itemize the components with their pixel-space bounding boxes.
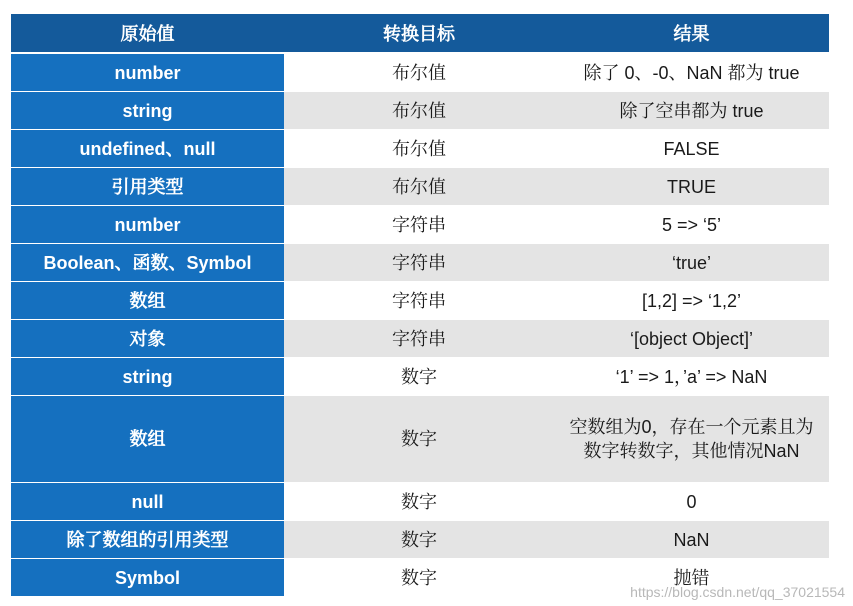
target-cell: 布尔值 bbox=[284, 168, 554, 206]
table-row bbox=[11, 282, 829, 320]
result-cell: FALSE bbox=[554, 130, 829, 168]
header-result: 结果 bbox=[554, 14, 829, 53]
table-row bbox=[11, 92, 829, 130]
original-cell: Boolean、函数、Symbol bbox=[11, 244, 284, 282]
table-row bbox=[11, 396, 829, 483]
original-cell: 数组 bbox=[11, 396, 284, 483]
watermark-text: https://blog.csdn.net/qq_37021554 bbox=[630, 584, 845, 600]
original-cell: Symbol bbox=[11, 559, 284, 597]
table-row bbox=[11, 244, 829, 282]
result-cell: [1,2] => ‘1,2’ bbox=[554, 282, 829, 320]
result-cell: NaN bbox=[554, 521, 829, 559]
target-cell: 字符串 bbox=[284, 244, 554, 282]
header-conversion-target: 转换目标 bbox=[284, 14, 554, 53]
original-cell: string bbox=[11, 92, 284, 130]
table-row bbox=[11, 358, 829, 396]
type-conversion-table bbox=[11, 14, 829, 597]
original-cell: 引用类型 bbox=[11, 168, 284, 206]
table-row bbox=[11, 53, 829, 92]
original-cell: 数组 bbox=[11, 282, 284, 320]
original-cell: 对象 bbox=[11, 320, 284, 358]
result-cell: 除了 0、-0、NaN 都为 true bbox=[554, 53, 829, 92]
target-cell: 字符串 bbox=[284, 320, 554, 358]
target-cell: 字符串 bbox=[284, 206, 554, 244]
target-cell: 布尔值 bbox=[284, 92, 554, 130]
target-cell: 字符串 bbox=[284, 282, 554, 320]
result-cell: TRUE bbox=[554, 168, 829, 206]
original-cell: string bbox=[11, 358, 284, 396]
target-cell: 数字 bbox=[284, 483, 554, 521]
result-cell: ‘[object Object]’ bbox=[554, 320, 829, 358]
target-cell: 布尔值 bbox=[284, 130, 554, 168]
target-cell: 数字 bbox=[284, 559, 554, 597]
result-cell: 抛错 bbox=[554, 559, 829, 597]
original-cell: number bbox=[11, 53, 284, 92]
result-cell-text: 空数组为0，存在一个元素且为数字转数字，其他情况NaN bbox=[569, 417, 814, 461]
header-row bbox=[11, 14, 829, 53]
header-original-value: 原始值 bbox=[11, 14, 284, 53]
table-row bbox=[11, 521, 829, 559]
table-row bbox=[11, 483, 829, 521]
target-cell: 布尔值 bbox=[284, 53, 554, 92]
original-cell: undefined、null bbox=[11, 130, 284, 168]
table-row bbox=[11, 206, 829, 244]
result-cell: ‘true’ bbox=[554, 244, 829, 282]
result-cell: 5 => ‘5’ bbox=[554, 206, 829, 244]
original-cell: number bbox=[11, 206, 284, 244]
result-cell: 除了空串都为 true bbox=[554, 92, 829, 130]
result-cell: ‘1’ => 1，’a’ => NaN bbox=[554, 358, 829, 396]
original-cell: null bbox=[11, 483, 284, 521]
target-cell: 数字 bbox=[284, 521, 554, 559]
original-cell: 除了数组的引用类型 bbox=[11, 521, 284, 559]
target-cell: 数字 bbox=[284, 396, 554, 483]
result-cell: 0 bbox=[554, 483, 829, 521]
table-row bbox=[11, 320, 829, 358]
target-cell: 数字 bbox=[284, 358, 554, 396]
result-cell bbox=[554, 396, 829, 483]
table-row bbox=[11, 130, 829, 168]
table-row bbox=[11, 168, 829, 206]
